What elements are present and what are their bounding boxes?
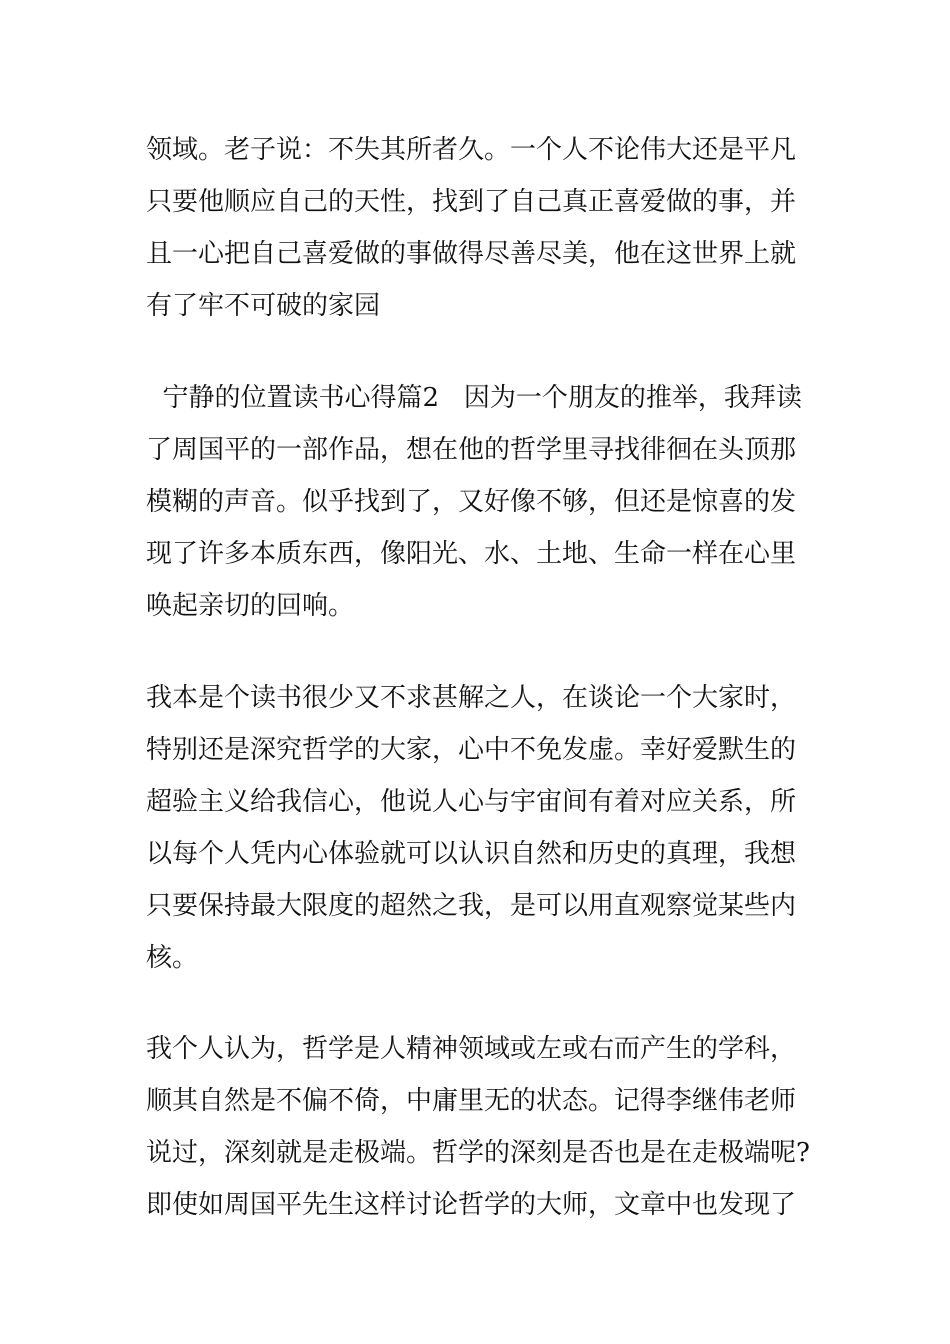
paragraph-line: 核。: [146, 943, 199, 973]
paragraph-line: 顺其自然是不偏不倚，中庸里无的状态。记得李继伟老师: [146, 1086, 797, 1116]
paragraph-line: 领域。老子说：不失其所者久。一个人不论伟大还是平凡: [146, 135, 797, 165]
paragraph-line: 即使如周国平先生这样讨论哲学的大师，文章中也发现了: [146, 1190, 797, 1220]
paragraph-line: 我个人认为，哲学是人精神领域或左或右而产生的学科，: [146, 1034, 797, 1064]
paragraph-line: 唤起亲切的回响。: [146, 591, 355, 621]
paragraph-line: 只要他顺应自己的天性，找到了自己真正喜爱做的事，并: [146, 187, 797, 217]
paragraph-line: 我本是个读书很少又不求甚解之人，在谈论一个大家时，: [146, 683, 797, 713]
paragraph-line: 宁静的位置读书心得篇2 因为一个朋友的推举，我拜读: [146, 383, 802, 413]
paragraph-line: 说过，深刻就是走极端。哲学的深刻是否也是在走极端呢?: [146, 1138, 810, 1168]
paragraph-line: 了周国平的一部作品，想在他的哲学里寻找徘徊在头顶那: [146, 435, 797, 465]
paragraph-line: 模糊的声音。似乎找到了，又好像不够，但还是惊喜的发: [146, 487, 797, 517]
paragraph-line: 只要保持最大限度的超然之我，是可以用直观察觉某些内: [146, 891, 797, 921]
paragraph-line: 特别还是深究哲学的大家，心中不免发虚。幸好爱默生的: [146, 735, 797, 765]
paragraph-line: 有了牢不可破的家园: [146, 291, 381, 321]
paragraph-line: 且一心把自己喜爱做的事做得尽善尽美，他在这世界上就: [146, 239, 797, 269]
paragraph-line: 以每个人凭内心体验就可以认识自然和历史的真理，我想: [146, 839, 797, 869]
paragraph-line: 现了许多本质东西，像阳光、水、土地、生命一样在心里: [146, 539, 797, 569]
paragraph-line: 超验主义给我信心，他说人心与宇宙间有着对应关系，所: [146, 787, 797, 817]
